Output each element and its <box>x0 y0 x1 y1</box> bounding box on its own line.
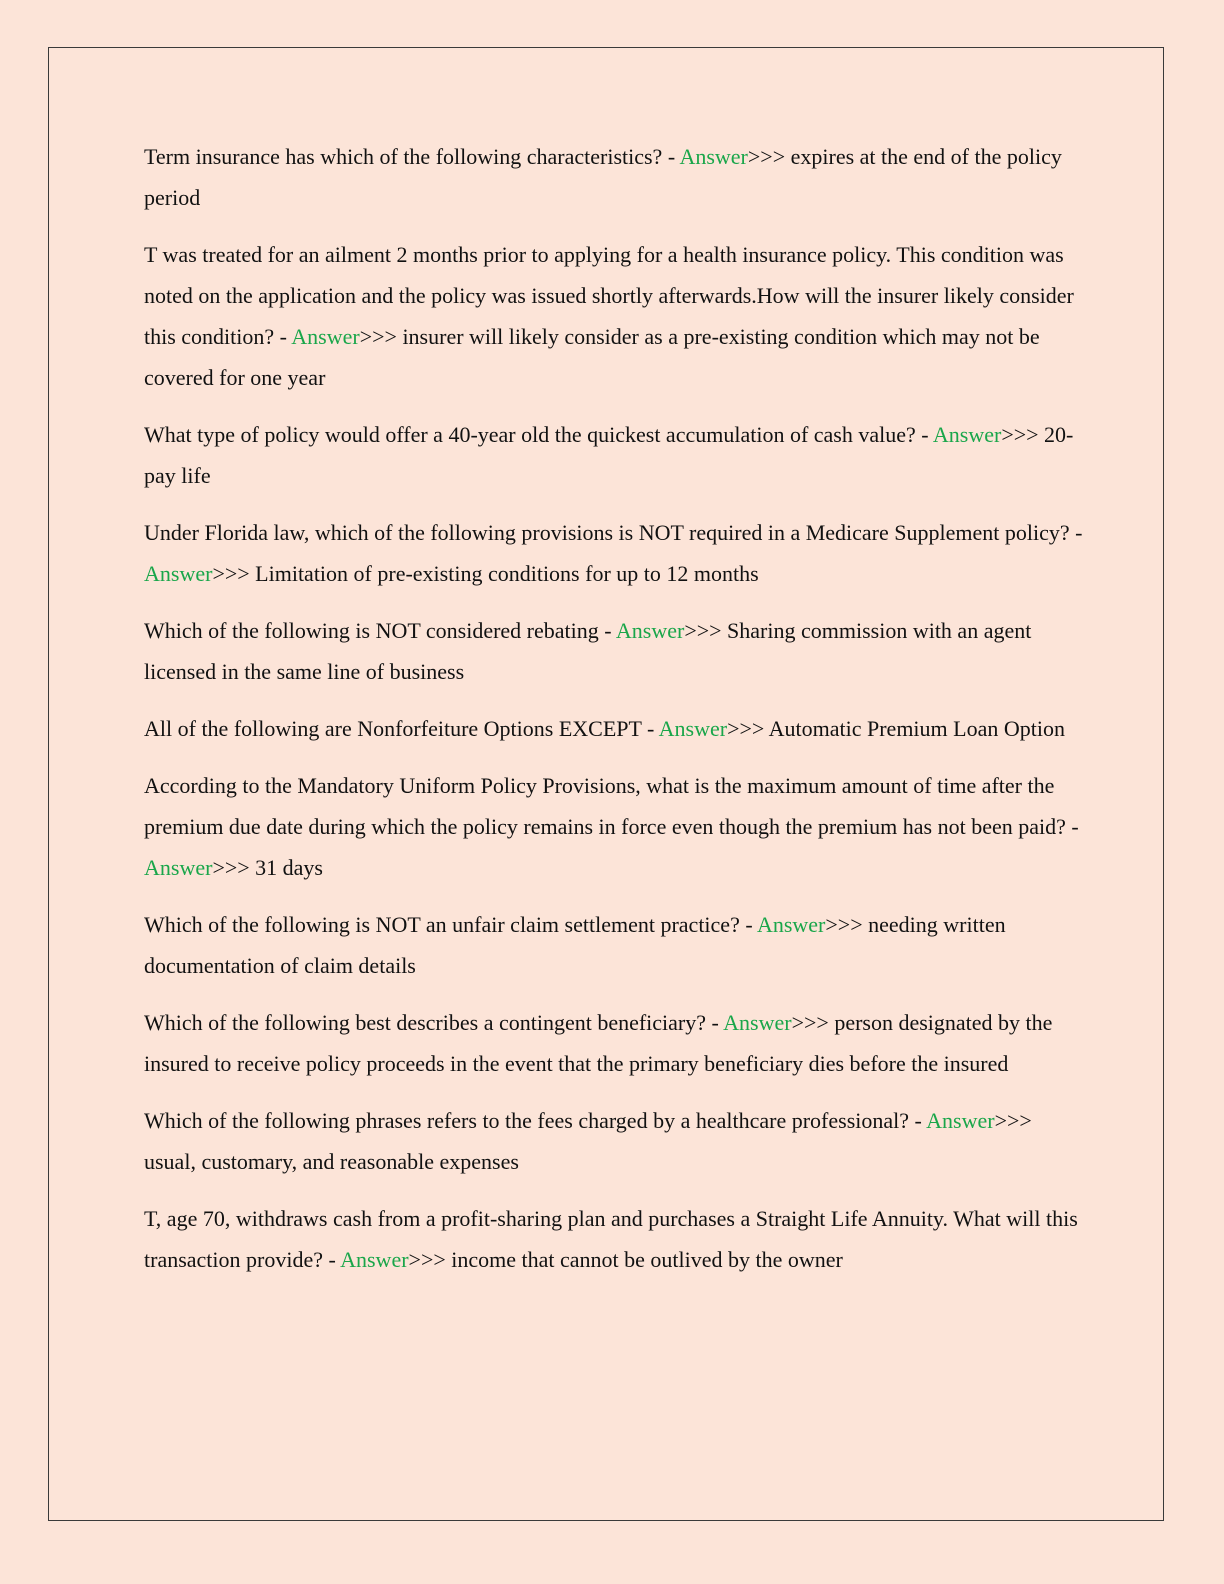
question-text: T, age 70, withdraws cash from a profit-sharing plan and purchases a Straight Life Annuity. What will this transaction provide? - <box>144 1206 1078 1272</box>
answer-label: Answer <box>144 561 213 586</box>
answer-label: Answer <box>723 1010 792 1035</box>
qa-item <box>144 904 1084 986</box>
answer-label: Answer <box>615 618 685 643</box>
question-text: Which of the following is NOT considered rebating - <box>144 618 616 643</box>
answer-marker: >>> <box>994 1108 1032 1133</box>
answer-marker: >>> <box>359 324 397 349</box>
answer-marker: >>> <box>747 144 786 169</box>
answer-text: income that cannot be outlived by the owner <box>445 1247 843 1272</box>
answer-label: Answer <box>932 422 1002 447</box>
qa-item <box>144 765 1084 888</box>
qa-item <box>144 234 1084 398</box>
answer-label: Answer <box>340 1247 409 1272</box>
answer-marker: >>> <box>212 561 250 586</box>
answer-label: Answer <box>658 716 728 741</box>
qa-item <box>144 1198 1084 1280</box>
answer-text: person designated by the insured to receive policy proceeds in the event that the primary beneficiary dies before the insured <box>144 1010 1053 1076</box>
question-text: What type of policy would offer a 40-year old the quickest accumulation of cash value? - <box>144 422 933 447</box>
qa-item <box>144 414 1084 496</box>
question-text: Which of the following best describes a contingent beneficiary? - <box>144 1010 724 1035</box>
question-text: Which of the following is NOT an unfair claim settlement practice? - <box>144 912 757 937</box>
answer-label: Answer <box>679 144 748 169</box>
answer-text: Limitation of pre-existing conditions for up to 12 months <box>249 561 759 586</box>
question-text: Which of the following phrases refers to the fees charged by a healthcare professional? - <box>144 1108 927 1133</box>
question-text: All of the following are Nonforfeiture Options EXCEPT - <box>144 716 659 741</box>
answer-text: expires at the end of the policy period <box>144 144 1062 210</box>
qa-item <box>144 1100 1084 1182</box>
answer-text: 31 days <box>249 855 323 880</box>
answer-label: Answer <box>291 324 360 349</box>
question-text: Under Florida law, which of the following provisions is NOT required in a Medicare Supplement policy? - <box>144 520 1083 545</box>
question-text: Term insurance has which of the following characteristics? - <box>144 144 680 169</box>
qa-item <box>144 136 1084 218</box>
question-text: T was treated for an ailment 2 months prior to applying for a health insurance policy. This condition was noted on the application and the policy was issued shortly afterwards.How will the insurer likely consider this condition? - <box>144 242 1074 349</box>
answer-text: usual, customary, and reasonable expenses <box>144 1149 519 1174</box>
answer-marker: >>> <box>1001 422 1039 447</box>
answer-label: Answer <box>926 1108 995 1133</box>
answer-text: Sharing commission with an agent licensed in the same line of business <box>144 618 1032 684</box>
answer-text: needing written documentation of claim details <box>144 912 1006 978</box>
question-text: According to the Mandatory Uniform Policy Provisions, what is the maximum amount of time after the premium due date during which the policy remains in force even though the premium has not been paid? - <box>144 773 1079 839</box>
answer-marker: >>> <box>408 1247 446 1272</box>
answer-text: Automatic Premium Loan Option <box>764 716 1065 741</box>
qa-item <box>144 1002 1084 1084</box>
qa-list <box>144 136 1084 1296</box>
answer-marker: >>> <box>825 912 863 937</box>
answer-label: Answer <box>756 912 826 937</box>
answer-text: insurer will likely consider as a pre-existing condition which may not be covered for one year <box>144 324 1040 390</box>
answer-marker: >>> <box>684 618 722 643</box>
answer-label: Answer <box>144 855 213 880</box>
answer-marker: >>> <box>212 855 250 880</box>
answer-marker: >>> <box>727 716 765 741</box>
qa-item <box>144 512 1084 594</box>
answer-marker: >>> <box>791 1010 829 1035</box>
qa-item <box>144 610 1084 692</box>
qa-item <box>144 708 1084 749</box>
answer-text: 20-pay life <box>144 422 1074 488</box>
